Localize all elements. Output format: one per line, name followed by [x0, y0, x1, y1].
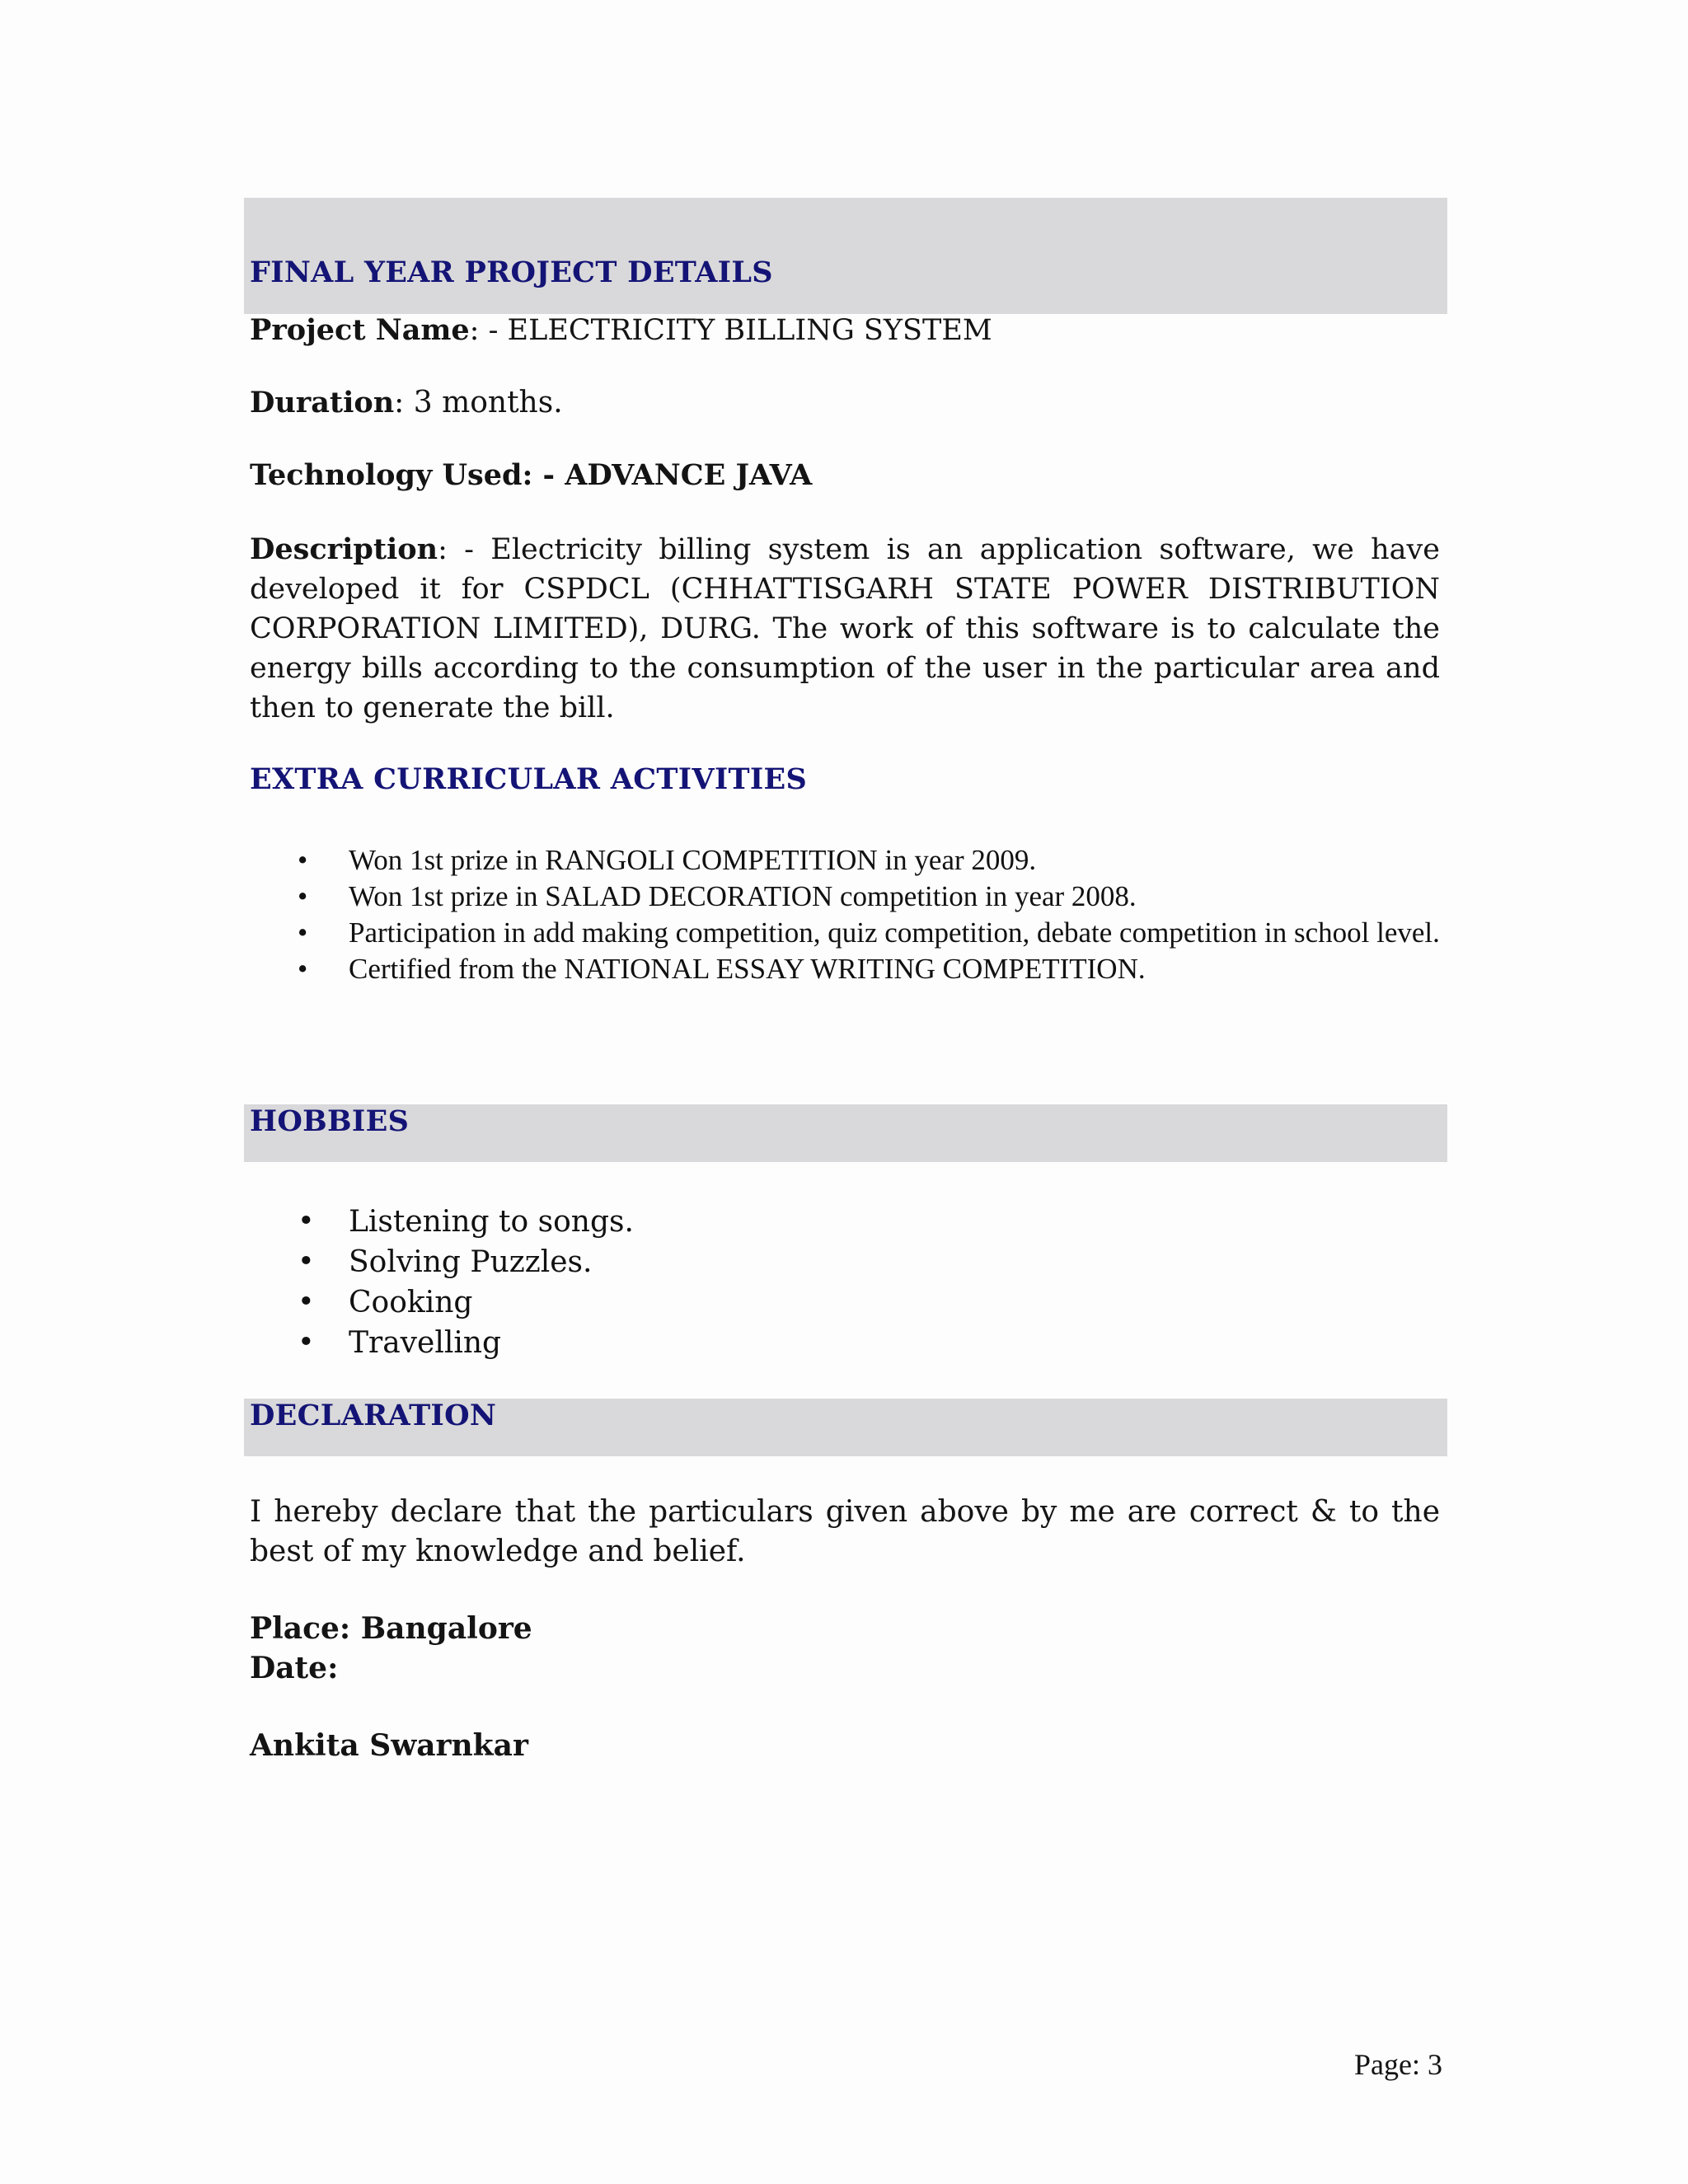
page-number: Page: 3 [1354, 2048, 1442, 2081]
list-item [250, 1323, 1443, 1363]
project-name-label: Project Name [250, 313, 470, 347]
extra-heading: EXTRA CURRICULAR ACTIVITIES [250, 762, 808, 796]
extra-item-text: Won 1st prize in SALAD DECORATION competition in year 2008. [349, 880, 1137, 912]
extra-list [250, 842, 1443, 987]
declaration-place: Place: Bangalore [250, 1611, 532, 1646]
list-item [250, 915, 1443, 951]
bullet-icon: • [298, 1205, 315, 1238]
list-item [250, 842, 1443, 879]
description-value: : - Electricity billing system is an application software, we have developed it for CSPDCL (CHHATTISGARH STATE POWER DISTRIBUTION CORPORATION LIMITED), DURG. The work of this software is to calculate the energy bills according to the consumption of the user in the particular area and then to generate the bill. [250, 533, 1440, 724]
extra-item-text: Certified from the NATIONAL ESSAY WRITING COMPETITION. [349, 953, 1146, 985]
bullet-icon: • [298, 1326, 315, 1359]
project-name-line [250, 313, 992, 347]
extra-item-text: Participation in add making competition, quiz competition, debate competition in school level. [349, 916, 1440, 949]
project-name-value: : - ELECTRICITY BILLING SYSTEM [469, 314, 992, 347]
signatory-name: Ankita Swarnkar [250, 1728, 528, 1763]
hobbies-heading-band [244, 1104, 1447, 1162]
hobbies-heading: HOBBIES [250, 1104, 410, 1138]
duration-line [250, 386, 563, 419]
declaration-date: Date: [250, 1651, 339, 1685]
bullet-icon: • [298, 880, 308, 912]
technology-line: Technology Used: - ADVANCE JAVA [250, 458, 813, 492]
bullet-icon: • [298, 1245, 315, 1278]
hobby-item-text: Solving Puzzles. [349, 1245, 593, 1279]
hobbies-list [250, 1202, 1443, 1363]
project-heading: FINAL YEAR PROJECT DETAILS [250, 255, 773, 289]
list-item [250, 951, 1443, 987]
list-item [250, 1202, 1443, 1242]
hobby-item-text: Travelling [349, 1326, 502, 1360]
hobby-item-text: Listening to songs. [349, 1205, 634, 1239]
declaration-text: I hereby declare that the particulars given above by me are correct & to the best of my knowledge and belief. [250, 1495, 1440, 1568]
project-description [250, 530, 1440, 728]
bullet-icon: • [298, 953, 308, 985]
duration-label: Duration [250, 386, 395, 419]
hobby-item-text: Cooking [349, 1286, 473, 1319]
bullet-icon: • [298, 844, 308, 876]
duration-value: : 3 months. [394, 386, 563, 419]
list-item [250, 879, 1443, 915]
bullet-icon: • [298, 1286, 315, 1319]
list-item [250, 1282, 1443, 1323]
description-label: Description [250, 532, 438, 566]
bullet-icon: • [298, 916, 308, 949]
list-item [250, 1242, 1443, 1282]
declaration-heading: DECLARATION [250, 1399, 497, 1432]
extra-item-text: Won 1st prize in RANGOLI COMPETITION in year 2009. [349, 844, 1037, 876]
